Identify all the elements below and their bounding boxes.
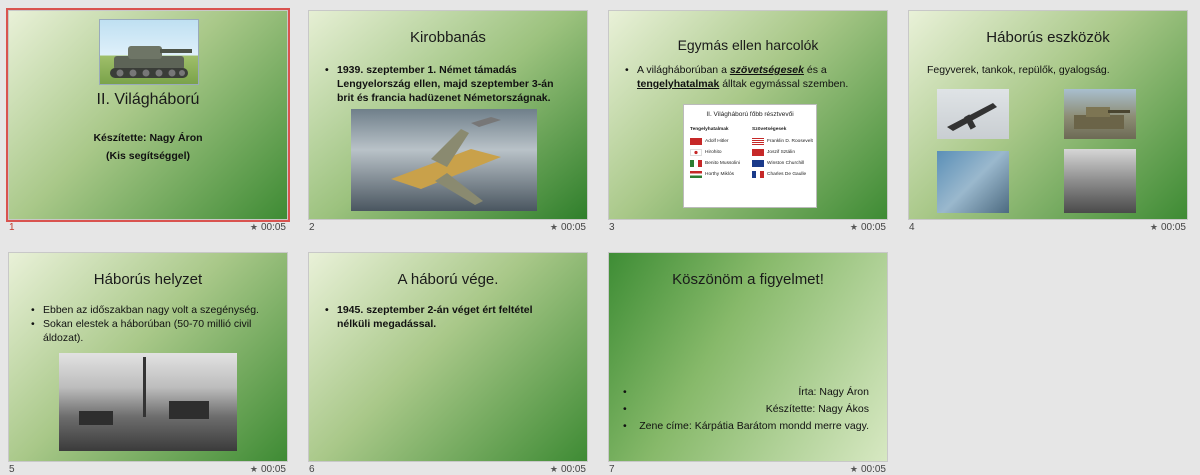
- slide-4-meta: [908, 222, 1188, 234]
- star-icon: ★: [249, 464, 258, 474]
- slide-number: 3: [609, 222, 615, 233]
- star-icon: ★: [549, 222, 558, 232]
- list-item: [752, 136, 816, 147]
- gun-photo: [937, 89, 1009, 139]
- star-icon: ★: [1149, 222, 1158, 232]
- list-item: [690, 169, 754, 180]
- bullet-text: A világháborúban a: [637, 64, 730, 76]
- slide-1-title: II. Világháború: [96, 91, 200, 108]
- duration-label: 00:05: [260, 464, 286, 475]
- plane-photo: [351, 109, 537, 211]
- slide-5-title: Háborús helyzet: [93, 271, 203, 288]
- bullet-item: • 1945. szeptember 2-án véget ért feltétel nélküli megadással.: [325, 303, 547, 331]
- bullet-text: álltak egymással szemben.: [719, 78, 849, 90]
- participant-name: Hirohito: [705, 150, 722, 155]
- participant-name: Horthy Miklós: [705, 172, 735, 177]
- table-title: II. Világháború főbb résztvevői: [706, 111, 794, 118]
- slide-3-canvas[interactable]: [608, 10, 888, 220]
- slide-duration: [850, 222, 886, 233]
- slide-6-canvas[interactable]: [308, 252, 588, 462]
- duration-label: 00:05: [560, 222, 586, 233]
- slide-duration: [1150, 222, 1186, 233]
- credit-text: Készítette: Nagy Ákos: [765, 403, 869, 415]
- slide-5-canvas[interactable]: [8, 252, 288, 462]
- slide-7-meta: [608, 464, 888, 475]
- participants-table: [683, 104, 817, 208]
- slide-2-title: Kirobbanás: [410, 29, 486, 46]
- duration-label: 00:05: [560, 464, 586, 475]
- bullet-item: • Ebben az időszakban nagy volt a szegénység.: [31, 303, 273, 317]
- star-icon: ★: [549, 464, 558, 474]
- bullet-item: • 1939. szeptember 1. Német támadás Lengyelország ellen, majd szeptember 3-án brit és francia hadüzenet Németországnak.: [325, 63, 569, 105]
- slide-5-bullets: [31, 303, 273, 345]
- allies-column: [752, 127, 816, 180]
- participant-name: Charles De Gaulle: [767, 172, 807, 177]
- slide-7-credits: [623, 385, 869, 433]
- credit-item: [623, 385, 869, 399]
- slide-6-meta: [308, 464, 588, 475]
- tank-photo: [1064, 89, 1136, 139]
- slide-2-meta: [308, 222, 588, 234]
- participant-name: Winston Churchill: [767, 161, 805, 166]
- slide-3-meta: [608, 222, 888, 234]
- slide-2-canvas[interactable]: [308, 10, 588, 220]
- slide-3-title: Egymás ellen harcolók: [677, 37, 819, 53]
- star-icon: ★: [849, 222, 858, 232]
- slide-1-meta: [8, 222, 288, 234]
- slide-number: 4: [909, 222, 915, 233]
- list-item: [690, 147, 754, 158]
- slide-1-author-sub: (Kis segítséggel): [105, 150, 191, 162]
- bullet-item: • Sokan elestek a háborúban (50-70 millió civil áldozat).: [31, 317, 273, 345]
- slide-5-meta: [8, 464, 288, 475]
- slide-4-subtitle: Fegyverek, tankok, repülők, gyalogság.: [927, 64, 1110, 76]
- slide-4-canvas[interactable]: [908, 10, 1188, 220]
- france-flag-icon: [752, 171, 764, 178]
- bullet-item: [625, 63, 871, 91]
- slide-1-author: Készítette: Nagy Áron: [93, 132, 203, 144]
- hungary-flag-icon: [690, 171, 702, 178]
- credit-text: Írta: Nagy Áron: [798, 386, 869, 398]
- slide-2-bullets: [325, 63, 569, 105]
- slide-1-canvas[interactable]: [8, 10, 288, 220]
- slide-number: 6: [309, 464, 315, 475]
- planes-collage-photo: [937, 151, 1009, 213]
- slide-number: 1: [9, 222, 15, 233]
- allies-header: Szövetségesek: [752, 127, 787, 132]
- war-photo: [59, 353, 237, 451]
- list-item: [752, 158, 816, 169]
- usa-flag-icon: [752, 138, 764, 145]
- slide-duration: [550, 464, 586, 475]
- star-icon: ★: [249, 222, 258, 232]
- slide-duration: [250, 222, 286, 233]
- slide-6-title: A háború vége.: [397, 271, 499, 288]
- duration-label: 00:05: [1160, 222, 1186, 233]
- slide-number: 2: [309, 222, 315, 233]
- list-item: [690, 136, 754, 147]
- axis-term: tengelyhatalmak: [637, 78, 720, 90]
- ussr-flag-icon: [752, 149, 764, 156]
- uk-flag-icon: [752, 160, 764, 167]
- japan-flag-icon: [690, 149, 702, 156]
- credit-item: [623, 402, 869, 416]
- slide-duration: [850, 464, 886, 475]
- axis-header: Tengelyhatalmak: [690, 127, 729, 132]
- list-item: [752, 169, 816, 180]
- slide-4-title: Háborús eszközök: [986, 29, 1110, 46]
- duration-label: 00:05: [860, 464, 886, 475]
- list-item: [690, 158, 754, 169]
- participant-name: Joszif Sztálin: [767, 150, 795, 155]
- axis-column: [690, 127, 754, 180]
- participant-name: Benito Mussolini: [705, 161, 740, 166]
- duration-label: 00:05: [260, 222, 286, 233]
- list-item: [752, 147, 816, 158]
- slide-duration: [550, 222, 586, 233]
- slide-number: 7: [609, 464, 615, 475]
- italy-flag-icon: [690, 160, 702, 167]
- star-icon: ★: [849, 464, 858, 474]
- tank-image: [99, 19, 199, 85]
- allies-term: szövetségesek: [729, 64, 804, 76]
- germany-flag-icon: [690, 138, 702, 145]
- credit-item: [623, 419, 869, 433]
- duration-label: 00:05: [860, 222, 886, 233]
- slide-number: 5: [9, 464, 15, 475]
- slide-duration: [250, 464, 286, 475]
- slide-3-bullets: [625, 63, 871, 91]
- credit-text: Zene címe: Kárpátia Barátom mondd merre vagy.: [639, 420, 869, 432]
- bullet-text: és a: [803, 64, 827, 76]
- slide-7-canvas[interactable]: [608, 252, 888, 462]
- participant-name: Franklin D. Roosevelt: [767, 139, 813, 144]
- infantry-photo: [1064, 149, 1136, 213]
- participant-name: Adolf Hitler: [705, 139, 729, 144]
- slide-6-bullets: [325, 303, 547, 331]
- slide-7-title: Köszönöm a figyelmet!: [672, 271, 824, 288]
